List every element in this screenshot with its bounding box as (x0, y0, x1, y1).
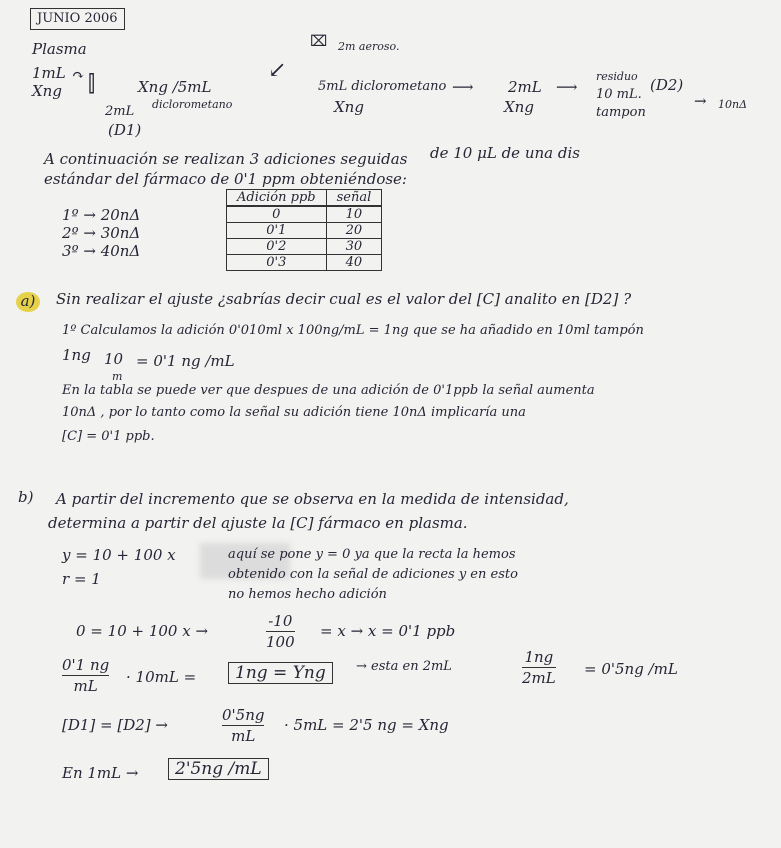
part-a-label: a) (16, 292, 40, 312)
d-equation: [D1] = [D2] → (62, 716, 168, 734)
arrow-icon: ⟶ (452, 78, 474, 96)
note-line-2: obtenido con la señal de adiciones y en esto (228, 567, 518, 582)
intro-line-1a: A continuación se realizan 3 adiciones seguidas (44, 150, 408, 168)
result-value: = 0'5ng /mL (584, 660, 678, 678)
ml2-label: 2mL (508, 78, 542, 96)
table-row: 0'2 30 (227, 239, 382, 255)
plasma-label: Plasma (32, 40, 87, 58)
residuo-label: residuo (596, 70, 638, 83)
table-row: 0'1 20 (227, 223, 382, 239)
d2-label: (D2) (650, 76, 684, 94)
tampon-label: tampon (596, 105, 646, 120)
intro-line-2: estándar del fármaco de 0'1 ppm obteniéndose: (44, 170, 407, 188)
part-a-fraction-den: 10 (104, 350, 124, 368)
col-adicion: Adición ppb (227, 190, 327, 207)
arrow-icon: → (694, 92, 707, 110)
solvent-label: diclorometano (152, 98, 233, 111)
table-row: 0'3 40 (227, 255, 382, 271)
funnel-icon: ⫿ (88, 72, 96, 97)
final-answer-box: 2'5ng /mL (168, 758, 269, 780)
regression-equation: y = 10 + 100 x (62, 546, 176, 564)
correlation-r: r = 1 (62, 570, 101, 588)
evaporate-note: 2m aeroso. (338, 40, 400, 53)
part-a-line-5: [C] = 0'1 ppb. (62, 429, 155, 444)
part-b-line-1: A partir del incremento que se observa en la medida de intensidad, (56, 490, 569, 508)
intro-line-1b: de 10 μL de una dis (430, 144, 580, 162)
xng-3: Xng (504, 98, 534, 116)
solve-left: 0 = 10 + 100 x → (76, 622, 209, 640)
zigzag-arrow-icon: ↙ (268, 58, 287, 83)
d-fraction: 0'5ng mL (222, 706, 265, 745)
calc-result-box: 1ng = Yng (228, 662, 333, 684)
part-a-question: Sin realizar el ajuste ¿sabrías decir cual es el valor del [C] analito en [D2] ? (56, 290, 632, 308)
volume-1ml: 1mL (32, 64, 66, 82)
part-a-line-1: 1º Calculamos la adición 0'010ml x 100ng/mL = 1ng que se ha añadido en 10ml tampón (62, 323, 644, 338)
table-row: 0 10 (227, 206, 382, 223)
addition-1: 1º → 20nΔ (62, 206, 141, 224)
arrow-icon: ↷ (72, 66, 85, 84)
addition-2: 2º → 30nΔ (62, 224, 141, 242)
solve-right: = x → x = 0'1 ppb (320, 622, 456, 640)
d-rest: · 5mL = 2'5 ng = Xng (284, 716, 449, 734)
ml10-label: 10 mL. (596, 87, 642, 102)
calc-mid: · 10mL = (126, 668, 197, 686)
analyte-xng: Xng (32, 82, 62, 100)
calc-fraction: 0'1 ng mL (62, 656, 110, 695)
evaporate-icon: ⌧ (310, 32, 328, 50)
note-line-1: aquí se pone y = 0 ya que la recta la hemos (228, 547, 516, 562)
note-line-3: no hemos hecho adición (228, 587, 387, 602)
arrow-icon: ⟶ (556, 78, 578, 96)
dicloro-5ml: 5mL diclorometano (318, 79, 447, 94)
part-b-line-2: determina a partir del ajuste la [C] fármaco en plasma. (48, 514, 468, 532)
xng-5ml: Xng /5mL (138, 78, 212, 96)
part-a-line-3: En la tabla se puede ver que despues de una adición de 0'1ppb la señal aumenta (62, 383, 595, 398)
part-a-fraction: 1ng (62, 346, 91, 364)
solve-fraction: -10 100 (266, 612, 295, 651)
final-label: En 1mL → (62, 764, 139, 782)
d1-label: (D1) (108, 121, 142, 139)
additions-table (226, 189, 382, 271)
volume-2ml: 2mL (105, 104, 135, 119)
part-a-line-4: 10nΔ , por lo tanto como la señal su adición tiene 10nΔ implicaría una (62, 405, 526, 420)
addition-3: 3º → 40nΔ (62, 242, 141, 260)
part-b-label: b) (18, 488, 34, 506)
calc-note: → esta en 2mL (356, 659, 452, 674)
result-fraction: 1ng 2mL (522, 648, 556, 687)
part-a-fraction-sub: m (112, 370, 123, 383)
xng-2: Xng (334, 98, 364, 116)
part-a-fraction-result: = 0'1 ng /mL (136, 352, 235, 370)
col-senal: señal (326, 190, 382, 207)
date-title: JUNIO 2006 (30, 8, 125, 30)
signal-10: 10nΔ (718, 98, 748, 111)
